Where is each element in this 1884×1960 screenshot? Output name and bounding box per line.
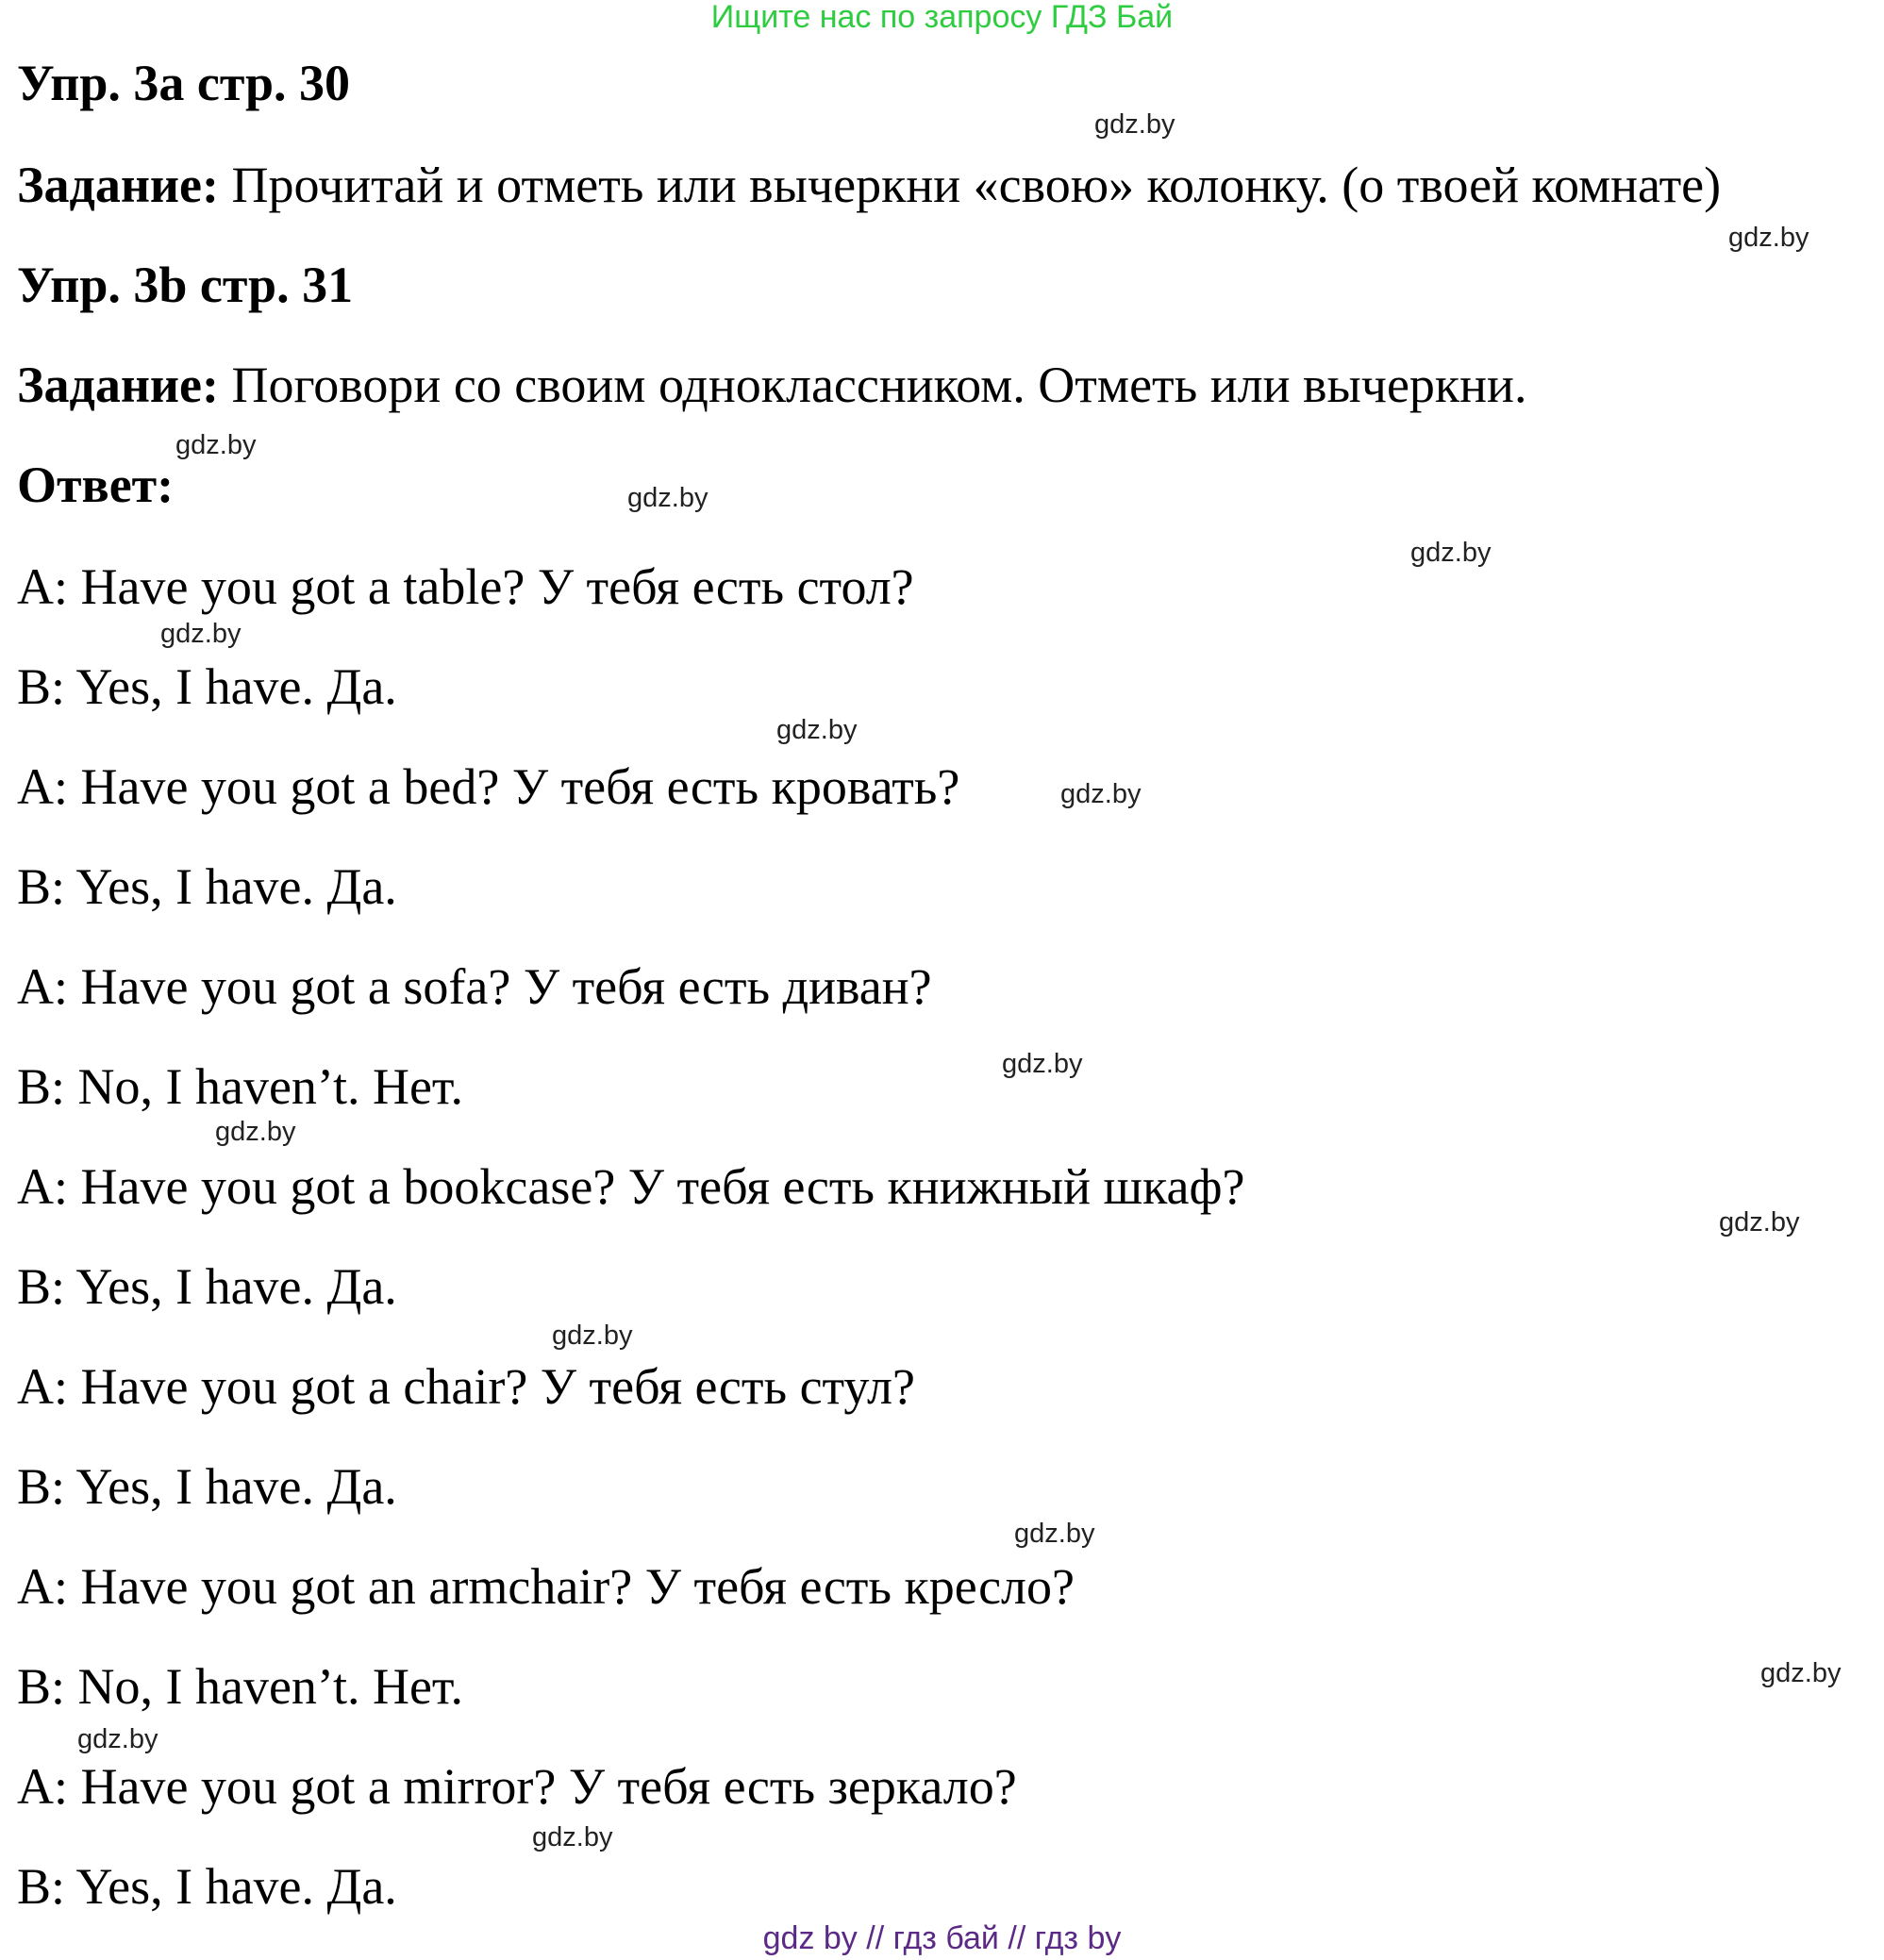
dialogue-line: A: Have you got a sofa? У тебя есть диван? [17,958,932,1015]
exercise-3a-title: Упр. 3a стр. 30 [17,55,351,111]
exercise-3b-task [17,357,1526,413]
dialogue-line: A: Have you got a bed? У тебя есть кровать? [17,758,960,815]
watermark: gdz.by [552,1321,633,1351]
watermark: gdz.by [160,619,242,649]
watermark: gdz.by [1002,1049,1083,1079]
dialogue-line: A: Have you got an armchair? У тебя есть кресло? [17,1558,1075,1615]
watermark: gdz.by [776,715,858,745]
dialogue-line: A: Have you got a bookcase? У тебя есть книжный шкаф? [17,1158,1245,1215]
watermark: gdz.by [1410,538,1492,568]
dialogue-line: B: Yes, I have. Да. [17,858,397,915]
exercise-3a-task [17,157,1721,213]
watermark: gdz.by [1728,223,1809,253]
header-banner[interactable]: Ищите нас по запросу ГДЗ Бай [710,0,1174,35]
task-text: Прочитай и отметь или вычеркни «свою» колонку. (о твоей комнате) [219,157,1722,213]
task-label: Задание: [17,357,219,413]
dialogue-line: B: Yes, I have. Да. [17,658,397,715]
answer-label: Ответ: [17,457,175,513]
watermark: gdz.by [1060,779,1142,809]
watermark: gdz.by [627,483,709,513]
dialogue-line: B: Yes, I have. Да. [17,1858,397,1915]
exercise-3b-title: Упр. 3b стр. 31 [17,257,354,313]
watermark: gdz.by [77,1724,158,1754]
dialogue-line: A: Have you got a chair? У тебя есть стул? [17,1358,915,1415]
watermark: gdz.by [1760,1658,1842,1688]
task-label: Задание: [17,157,219,213]
dialogue-line: A: Have you got a table? У тебя есть стол? [17,558,914,615]
dialogue-line: B: Yes, I have. Да. [17,1258,397,1315]
watermark: gdz.by [215,1117,296,1147]
watermark: gdz.by [1719,1207,1800,1237]
footer-banner[interactable]: gdz by // гдз бай // гдз by [762,1920,1122,1956]
watermark: gdz.by [532,1822,613,1852]
dialogue-line: B: Yes, I have. Да. [17,1458,397,1515]
watermark: gdz.by [1014,1519,1095,1549]
watermark: gdz.by [1094,109,1175,140]
dialogue-line: B: No, I haven’t. Нет. [17,1658,463,1715]
dialogue-line: A: Have you got a mirror? У тебя есть зеркало? [17,1758,1017,1815]
watermark: gdz.by [175,430,257,460]
dialogue-line: B: No, I haven’t. Нет. [17,1058,463,1115]
task-text: Поговори со своим одноклассником. Отметь или вычеркни. [219,357,1527,413]
